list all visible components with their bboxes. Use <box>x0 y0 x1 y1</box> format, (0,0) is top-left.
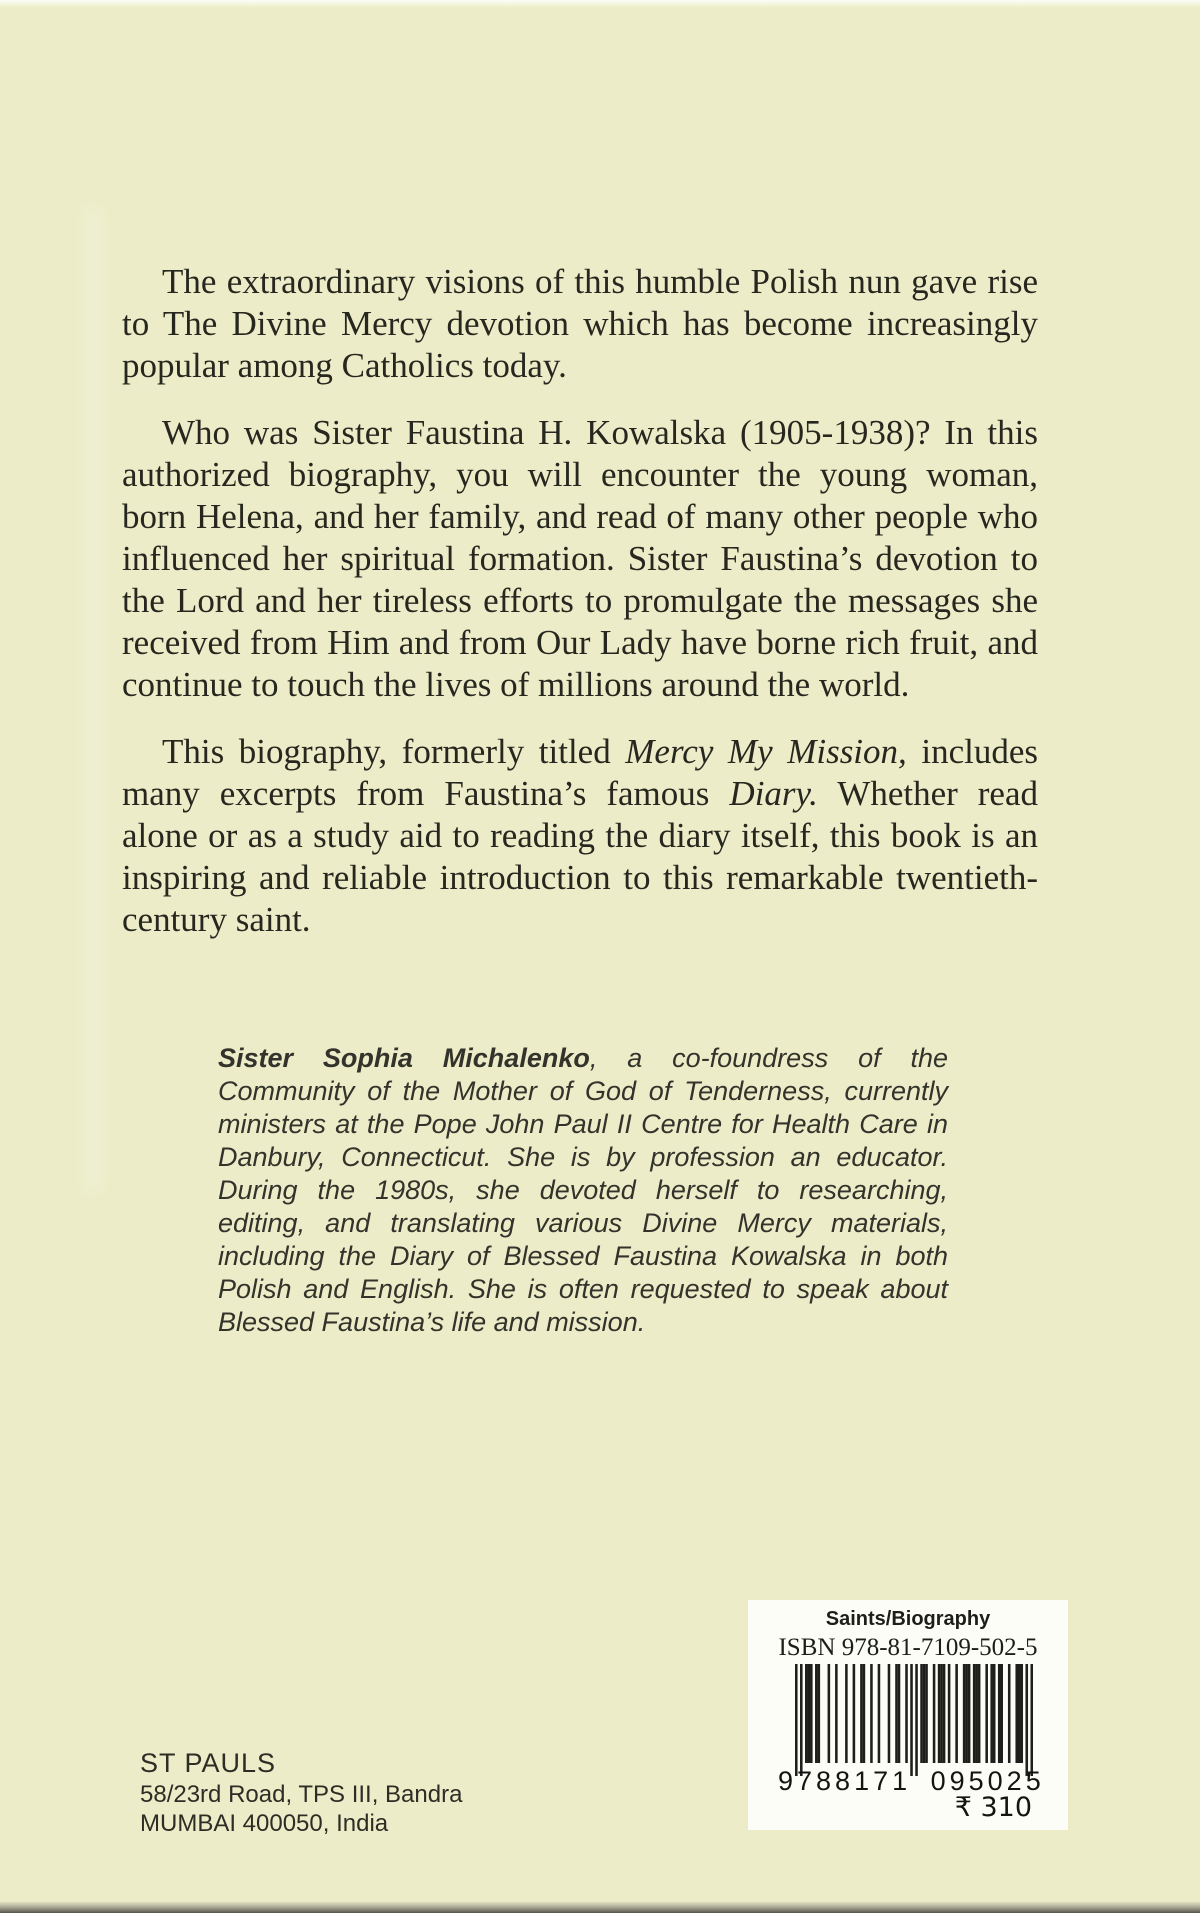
ean-digits: 9788171 095025 <box>778 1766 1045 1796</box>
text-segment: Whether read alone or as a study aid to reading the diary itself, this book is an inspiring and reliable introduction to this remarkable twentieth-century saint. <box>122 774 1038 939</box>
synopsis-paragraph-1 <box>122 261 1038 387</box>
text-segment: , a co-foundress of the Community of the Mother of God of Tenderness, currently ministers at the Pope John Paul II Centre for Health Care in Danbury, Connecticut. She is by profession an educator. During the 1980s, she devoted herself to researching, editing, and translating various Divine Mercy materials, including the Diary of Blessed Faustina Kowalska in both Polish and English. She is often requested to speak about Blessed Faustina’s life and mission. <box>218 1043 948 1337</box>
text-segment: Mercy My Mission, <box>625 732 907 771</box>
page-bottom-edge <box>0 1901 1200 1913</box>
page-top-edge <box>0 0 1200 8</box>
text-segment: Diary. <box>729 774 818 813</box>
isbn-label: ISBN 978-81-7109-502-5 <box>778 1634 1038 1661</box>
text-segment: The extraordinary visions of this humble Polish nun gave rise to The Divine Mercy devotion which has become increasingly popular among Catholics today. <box>122 262 1038 385</box>
text-segment: Who was Sister Faustina H. Kowalska (1905-1938)? In this authorized biography, you will encounter the young woman, born Helena, and her family, and read of many other people who influenced her spiritual formation. Sister Faustina’s devotion to the Lord and her tireless efforts to promulgate the messages she received from Him and from Our Lady have borne rich fruit, and continue to touch the lives of millions around the world. <box>122 413 1038 704</box>
scan-crease <box>86 210 100 1190</box>
publisher-name: ST PAULS <box>140 1748 277 1778</box>
synopsis <box>122 261 1038 966</box>
text-segment: Sister Sophia Michalenko <box>218 1043 590 1073</box>
text-segment: includes many excerpts from Faustina’s famous <box>122 732 1039 813</box>
text-segment: This biography, formerly titled <box>162 732 626 771</box>
ean-barcode <box>795 1664 1033 1776</box>
price-label: ₹ 310 <box>954 1792 1032 1823</box>
synopsis-paragraph-3 <box>122 731 1038 941</box>
category-label: Saints/Biography <box>825 1608 991 1630</box>
synopsis-paragraph-2 <box>122 412 1038 706</box>
publisher-address-line-2: MUMBAI 400050, India <box>140 1810 389 1837</box>
author-bio <box>218 1042 948 1339</box>
publisher-block <box>140 1746 462 1838</box>
publisher-address-line-1: 58/23rd Road, TPS III, Bandra <box>140 1781 463 1808</box>
retail-label-box <box>748 1600 1068 1830</box>
